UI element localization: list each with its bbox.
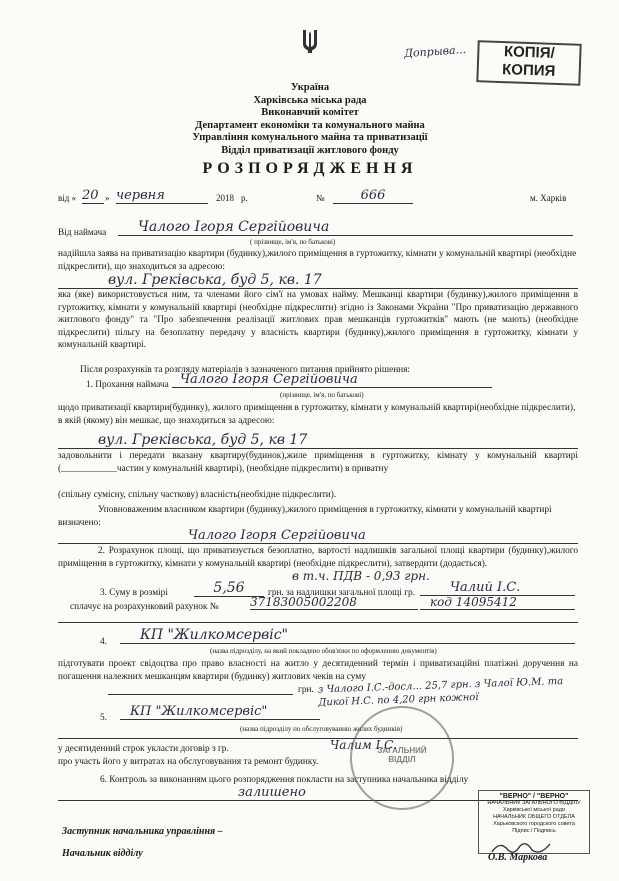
date-year: 2018 — [216, 193, 234, 203]
date-line — [58, 190, 578, 206]
item6-control: 6. Контроль за виконанням цього розпорядження покласти на заступника начальника відділу — [100, 775, 469, 785]
signatory-name: О.В. Маркова — [488, 852, 548, 863]
header-administration: Управління комунального майна та приватизації — [192, 132, 428, 143]
item6-handwritten: залишено — [58, 785, 578, 801]
header-country: Україна — [290, 82, 330, 93]
item2-calculation: 2. Розрахунок площі, що приватизується безоплатно, вартості надлишків загальної площі квартири (будинку),жилого приміщення в гуртожитку, кімнати у комунальній квартирі (необхідне підкреслити), затвердити (додається). — [58, 546, 578, 569]
date-month: червня — [116, 188, 208, 204]
stamp-line1: "ВЕРНО" / "ВЕРНО" — [499, 793, 569, 800]
stamp-line2: НАЧАЛЬНИК ЗАГАЛЬНОГО ВІДДІЛУ — [487, 800, 581, 806]
item4-caption: (назва підрозділу, на який покладено обов'язки по оформленню документів) — [210, 647, 437, 655]
date-day: 20 — [82, 188, 104, 204]
item1-name: Чалого Ігоря Сергійовича — [172, 372, 492, 388]
item5-caption: (назва підрозділу по обслуговуванню жилих будинків) — [240, 725, 403, 733]
org-header — [140, 82, 480, 157]
item5-text: у десятиденний строк укласти договір з гр. — [58, 744, 229, 754]
paragraph-application: надійшла заява на приватизацію квартири (будинку),жилого приміщення в гуртожитку, кімнати у комунальній квартирі (необхідне підкреслити), що знаходиться за адресою: — [58, 249, 577, 272]
applicant-name: Чалого Ігоря Сергійовича — [118, 219, 573, 236]
item5-org: КП "Жилкомсервіс" — [120, 704, 320, 720]
owner-name: Чалого Ігоря Сергійовича — [58, 528, 578, 544]
city: м. Харків — [530, 193, 567, 203]
paragraph-privatization: щодо приватизації квартири(будинку), жилого приміщення в гуртожитку, кімнати у комунальній квартирі(необхідне підкреслити), в якій (якому) він мешкає, що знаходиться за адресою: — [58, 403, 576, 426]
item3-account-label: сплачує на розрахунковий рахунок № — [70, 602, 219, 612]
header-division: Відділ приватизації житлового фонду — [221, 144, 399, 156]
item1-label: 1. Прохання наймача — [86, 380, 169, 390]
date-prefix: від « — [58, 193, 77, 203]
item1-caption: (прізвище, ім'я, по батькові) — [280, 391, 364, 399]
item5-name: Чалим І.С. — [330, 738, 398, 752]
signature-title-1: Заступник начальника управління – — [62, 826, 223, 837]
signature-title-2: Начальник відділу — [62, 848, 143, 859]
paragraph-transfer: задовольнити і передати вказану квартиру(будинок),жиле приміщення в гуртожитку, кімнату у комунальній квартирі (____________частин у комунальній квартирі), (необхідне підкреслити) в приватну — [58, 451, 578, 474]
round-stamp — [350, 706, 454, 810]
item5-text-end: про участь його у витратах на обслуговування та ремонт будинку. — [58, 757, 319, 767]
trident-emblem-icon — [300, 28, 320, 54]
order-number: 666 — [333, 188, 413, 204]
item4-handwritten-checks: з Чалого І.С.-досл... 25,7 грн. з Чалої Ю.М. та Дикої Н.С. по 4,20 грн кожної — [317, 676, 564, 709]
copy-stamp-line2: КОПИЯ — [501, 61, 556, 80]
address-1: вул. Греківська, буд 5, кв. 17 — [58, 272, 578, 289]
item3-sum: 5,56 — [194, 580, 264, 597]
stamp-line6: Підпис / Подпись — [512, 828, 556, 834]
copy-stamp-line1: КОПІЯ/ — [503, 43, 556, 62]
header-department: Департамент економіки та комунального майна — [195, 119, 425, 131]
item3-mid: грн. за надлишки загальної площі гр. — [268, 588, 415, 598]
paragraph-owner: Уповноваженим власником квартири (будинку),жилого приміщення в гуртожитку, кімнати у комунальній квартирі визначено: — [58, 505, 552, 528]
item3-code: код 14095412 — [420, 595, 575, 610]
date-year-suffix: р. — [241, 193, 248, 203]
stamp-line3: Харківської міської ради — [502, 807, 566, 813]
document-title: РОЗПОРЯДЖЕННЯ — [202, 160, 418, 177]
item3-account: 37183005002208 — [250, 595, 418, 610]
item4-text: підготувати проект свідоцтва про право власності на житло у десятиденний термін і приватизаційні платіжні доручення на погашення належних мешканцям квартири (будинку) житлових чеків на суму — [58, 659, 578, 682]
round-stamp-text: ЗАГАЛЬНИЙ ВІДДІЛ — [377, 746, 427, 764]
applicant-caption: ( прізвище, ім'я, по батькові) — [250, 238, 336, 246]
item4-label: 4. — [100, 637, 107, 647]
item4-sum-blank — [108, 694, 293, 695]
item4-sum-unit: грн. — [298, 685, 314, 695]
stamp-line4: НАЧАЛЬНИК ОБЩЕГО ОТДЕЛА — [493, 814, 575, 820]
copy-stamp — [476, 40, 581, 86]
copy-handwritten-note: Допрыва... — [403, 42, 467, 61]
item5-label: 5. — [100, 713, 107, 723]
header-committee: Виконавчий комітет — [261, 107, 359, 118]
header-council: Харківська міська рада — [253, 94, 367, 106]
paragraph-ownership-type: (спільну сумісну, спільну часткову) власність(необхідне підкреслити). — [58, 490, 337, 500]
item4-org: КП "Жилкомсервіс" — [120, 627, 575, 644]
date-mid: » — [105, 193, 110, 203]
address-2: вул. Греківська, буд 5, кв 17 — [58, 432, 578, 449]
paragraph-residence: яка (яке) використовується ним, та членами його сім'ї на умовах найму. Мешканці квартири (будинку),жилого приміщення в гуртожитку, кімнати у комунальній квартирі (необхідне підкреслити) згідно із Законами України "Про приватизацію державного житлового фонду" та "Про забезпечення реалізації житлових прав мешканців гуртожитків" мають (не мають) (необхідне підкреслити) пільгу на безоплатну передачу у власність квартири (будинку),жилого приміщення в гуртожитку, кімнати у комунальній квартирі. — [58, 290, 578, 350]
stamp-line5: Харьковского городского совета — [493, 821, 575, 827]
item3-label: 3. Суму в розмірі — [100, 588, 168, 598]
order-number-label: № — [316, 193, 325, 203]
applicant-label: Від наймача — [58, 228, 107, 238]
paragraph-decision: Після розрахунків та розгляду матеріалів з зазначеного питання прийнято рішення: — [80, 365, 411, 375]
item3-blank-line — [58, 622, 578, 623]
item5-blank-line — [58, 738, 578, 739]
item2-vat-note: в т.ч. ПДВ - 0,93 грн. — [292, 569, 430, 583]
item3-name: Чалий І.С. — [420, 580, 575, 596]
